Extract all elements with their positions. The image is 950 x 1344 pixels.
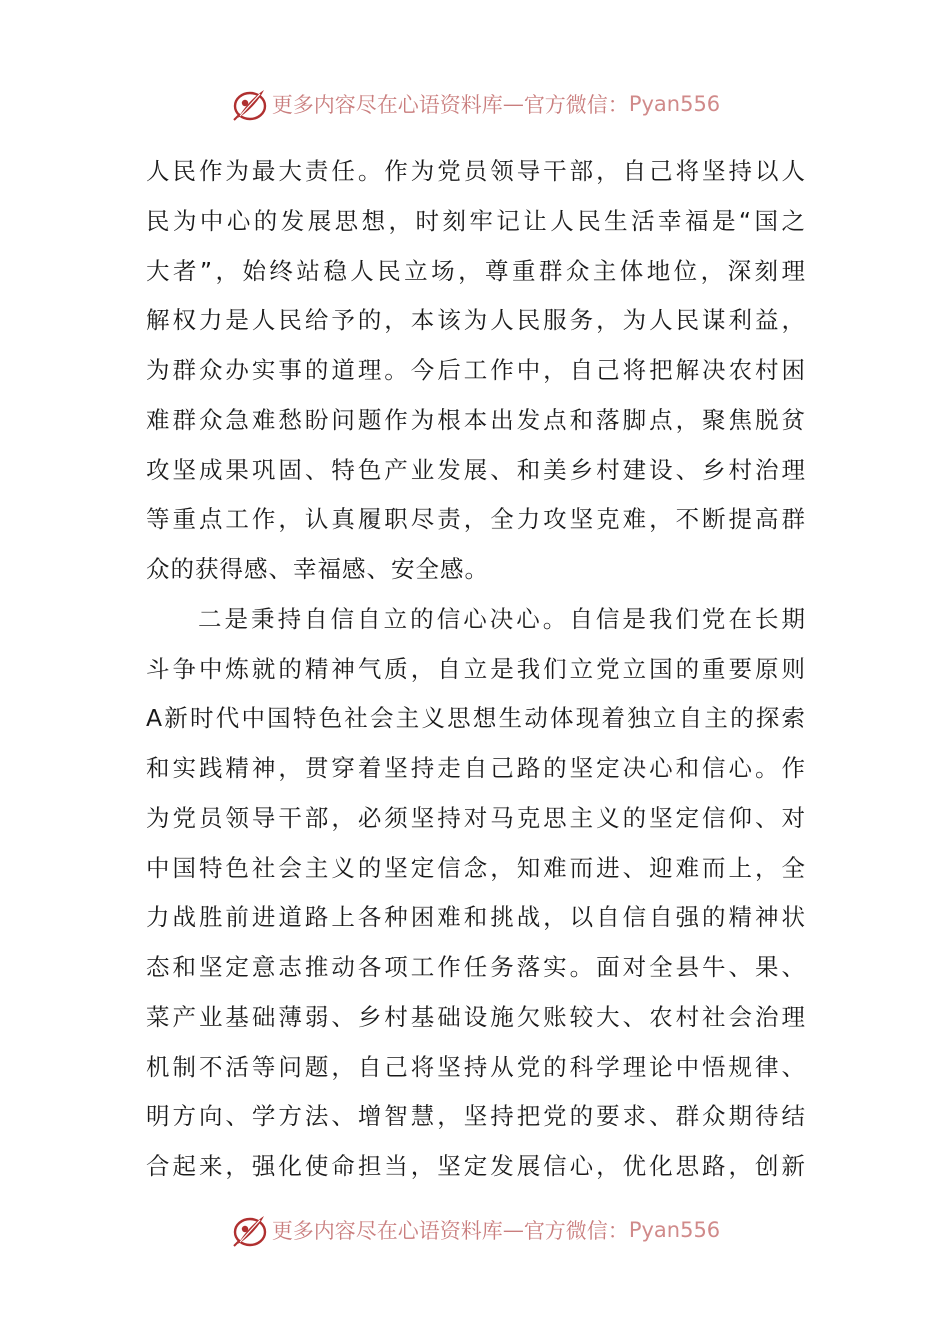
paragraph-start-line: 二是秉持自信自立的信心决心。自信是我们党在长期: [198, 604, 806, 633]
header-site-text: 更多内容尽在心语资料库: [271, 93, 503, 117]
body-line: 斗争中炼就的精神气质，自立是我们立党立国的重要原则: [146, 654, 806, 683]
header-watermark-banner: [0, 82, 950, 126]
body-line: 机制不活等问题，自己将坚持从党的科学理论中悟规律、: [146, 1052, 806, 1081]
header-dash: —: [502, 92, 524, 116]
body-line: 解权力是人民给予的，本该为人民服务，为人民谋利益，: [146, 306, 806, 335]
body-line: 菜产业基础薄弱、乡村基础设施欠账较大、农村社会治理: [146, 1002, 806, 1031]
feather-pen-logo-icon: [230, 1210, 270, 1250]
body-line: 众的获得感、幸福感、安全感。: [146, 555, 489, 583]
body-line: 民为中心的发展思想，时刻牢记让人民生活幸福是“国之: [146, 206, 806, 235]
body-line: 明方向、学方法、增智慧，坚持把党的要求、群众期待结: [146, 1102, 806, 1131]
footer-watermark-banner: [0, 1208, 950, 1252]
header-contact-id: Pyan556: [628, 92, 721, 116]
body-line: 中国特色社会主义的坚定信念，知难而进、迎难而上，全: [146, 853, 806, 882]
body-line: A新时代中国特色社会主义思想生动体现着独立自主的探索: [146, 704, 806, 733]
body-line: 为党员领导干部，必须坚持对马克思主义的坚定信仰、对: [146, 803, 806, 832]
body-line: 人民作为最大责任。作为党员领导干部，自己将坚持以人: [146, 157, 806, 185]
body-line: 等重点工作，认真履职尽责，全力攻坚克难，不断提高群: [146, 505, 806, 534]
body-line: 态和坚定意志推动各项工作任务落实。面对全县牛、果、: [146, 953, 806, 981]
body-line: 力战胜前进道路上各种困难和挑战，以自信自强的精神状: [146, 903, 806, 932]
body-line: 大者”，始终站稳人民立场，尊重群众主体地位，深刻理: [146, 256, 806, 285]
body-line: 为群众办实事的道理。今后工作中，自己将把解决农村困: [146, 356, 806, 384]
footer-contact-label: 官方微信：: [523, 1219, 629, 1243]
footer-dash: —: [502, 1218, 524, 1242]
body-line: 合起来，强化使命担当，坚定发展信心，优化思路，创新: [146, 1152, 806, 1180]
footer-site-text: 更多内容尽在心语资料库: [271, 1219, 503, 1243]
document-body: [146, 147, 806, 1192]
body-line: 攻坚成果巩固、特色产业发展、和美乡村建设、乡村治理: [146, 455, 806, 484]
header-contact-label: 官方微信：: [523, 93, 629, 117]
feather-pen-logo-icon: [230, 84, 270, 124]
body-line: 和实践精神，贯穿着坚持走自己路的坚定决心和信心。作: [146, 754, 806, 782]
footer-contact-id: Pyan556: [628, 1218, 721, 1242]
body-line: 难群众急难愁盼问题作为根本出发点和落脚点，聚焦脱贫: [146, 405, 806, 434]
